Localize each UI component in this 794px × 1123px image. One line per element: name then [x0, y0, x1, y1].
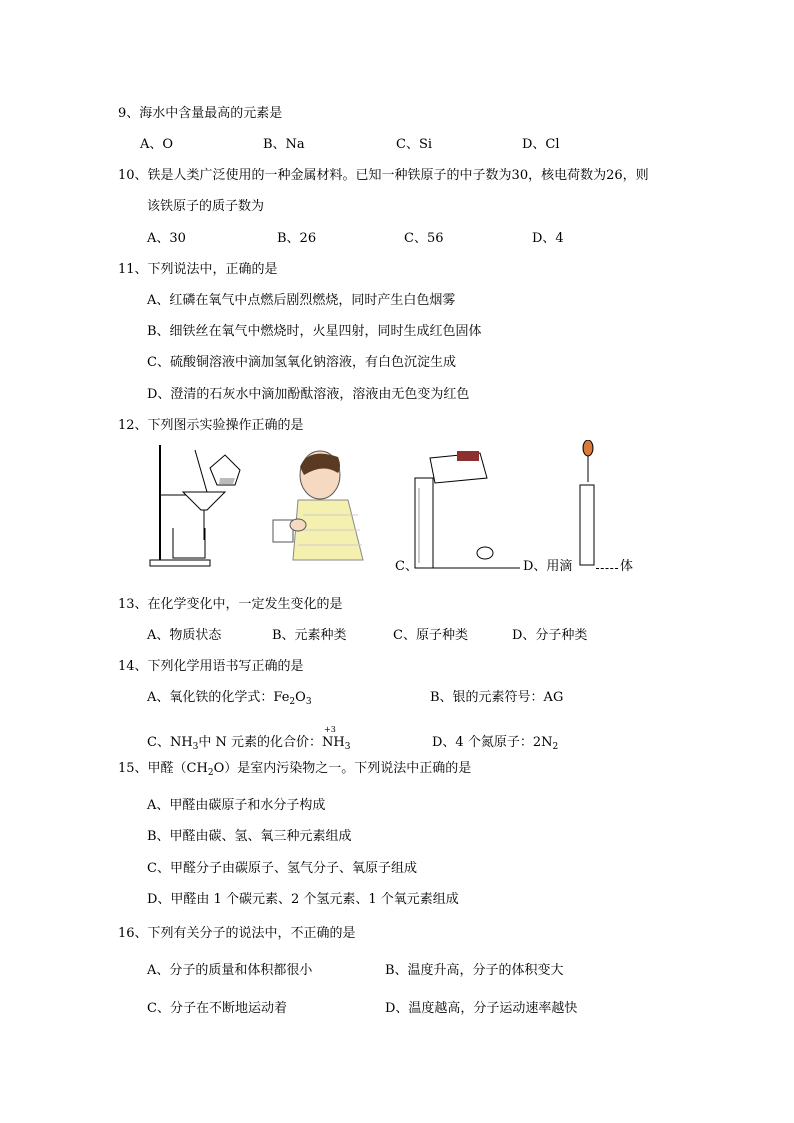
q9-stem: 9、海水中含量最高的元素是: [118, 106, 283, 121]
q11-option-c: C、硫酸铜溶液中滴加氢氧化钠溶液，有白色沉淀生成: [147, 355, 456, 370]
filtration-apparatus-figure: [145, 440, 245, 570]
q9-option-d: D、Cl: [522, 137, 560, 152]
q11-option-a: A、红磷在氧气中点燃后剧烈燃烧，同时产生白色烟雾: [147, 293, 456, 308]
q12-option-d-tail: 体: [620, 559, 634, 574]
q16-option-c: C、分子在不断地运动着: [147, 1001, 287, 1016]
q13-option-c: C、原子种类: [393, 628, 468, 643]
q11-option-b: B、细铁丝在氧气中燃烧时，火星四射，同时生成红色固体: [147, 324, 482, 339]
q16-option-d: D、温度越高，分子运动速率越快: [385, 1001, 578, 1016]
boy-smelling-figure: [268, 445, 368, 565]
q15-stem: 15、甲醛$(CH_2O)$是室内污染物之一。下列说法中正确的是: [118, 761, 472, 778]
q15-option-b: B、甲醛由碳、氢、氧三种元素组成: [147, 829, 352, 844]
q16-stem: 16、下列有关分子的说法中，不正确的是: [118, 926, 356, 941]
q16-option-b: B、温度升高，分子的体积变大: [385, 963, 564, 978]
q10-option-b: B、26: [277, 231, 317, 246]
q11-option-d: D、澄清的石灰水中滴加酚酞溶液，溶液由无色变为红色: [147, 387, 470, 402]
q13-option-a: A、物质状态: [147, 628, 222, 643]
q12-option-c-label: C、: [395, 559, 418, 574]
q14-option-b: B、银的元素符号：AG: [430, 690, 564, 705]
q16-option-a: A、分子的质量和体积都很小: [147, 963, 313, 978]
q10-option-d: D、4: [532, 231, 564, 246]
q12-option-d-label: D、用滴: [523, 559, 573, 574]
q9-option-b: B、Na: [263, 137, 305, 152]
q13-option-b: B、元素种类: [272, 628, 347, 643]
dropper-figure: [560, 440, 620, 570]
q12-stem: 12、下列图示实验操作正确的是: [118, 418, 304, 433]
q10-stem-line2: 该铁原子的质子数为: [147, 199, 265, 214]
q14-option-d: D、4 个氮原子：$2N_2$: [432, 735, 559, 752]
q9-option-c: C、Si: [396, 137, 433, 152]
pouring-figure: [395, 443, 520, 573]
q9-option-a: A、O: [140, 137, 174, 152]
q15-option-a: A、甲醛由碳原子和水分子构成: [147, 798, 326, 813]
q14-stem: 14、下列化学用语书写正确的是: [118, 659, 304, 674]
q13-stem: 13、在化学变化中，一定发生变化的是: [118, 597, 343, 612]
q10-stem-line1: 10、铁是人类广泛使用的一种金属材料。已知一种铁原子的中子数为30，核电荷数为26，则: [118, 168, 649, 183]
q14-option-c: C、$NH_3$中 N 元素的化合价： +3 $NH_3$: [147, 725, 351, 752]
q14-option-a: A、氧化铁的化学式：$Fe_2O_3$: [147, 690, 312, 707]
q11-stem: 11、下列说法中，正确的是: [118, 262, 278, 277]
q10-option-c: C、56: [404, 231, 444, 246]
q15-option-c: C、甲醛分子由碳原子、氢气分子、氧原子组成: [147, 861, 417, 876]
q15-option-d: D、甲醛由 1 个碳元素、2 个氢元素、1 个氧元素组成: [147, 892, 459, 907]
q13-option-d: D、分子种类: [512, 628, 588, 643]
q12-option-d-blank: [596, 556, 618, 569]
q10-option-a: A、30: [147, 231, 186, 246]
